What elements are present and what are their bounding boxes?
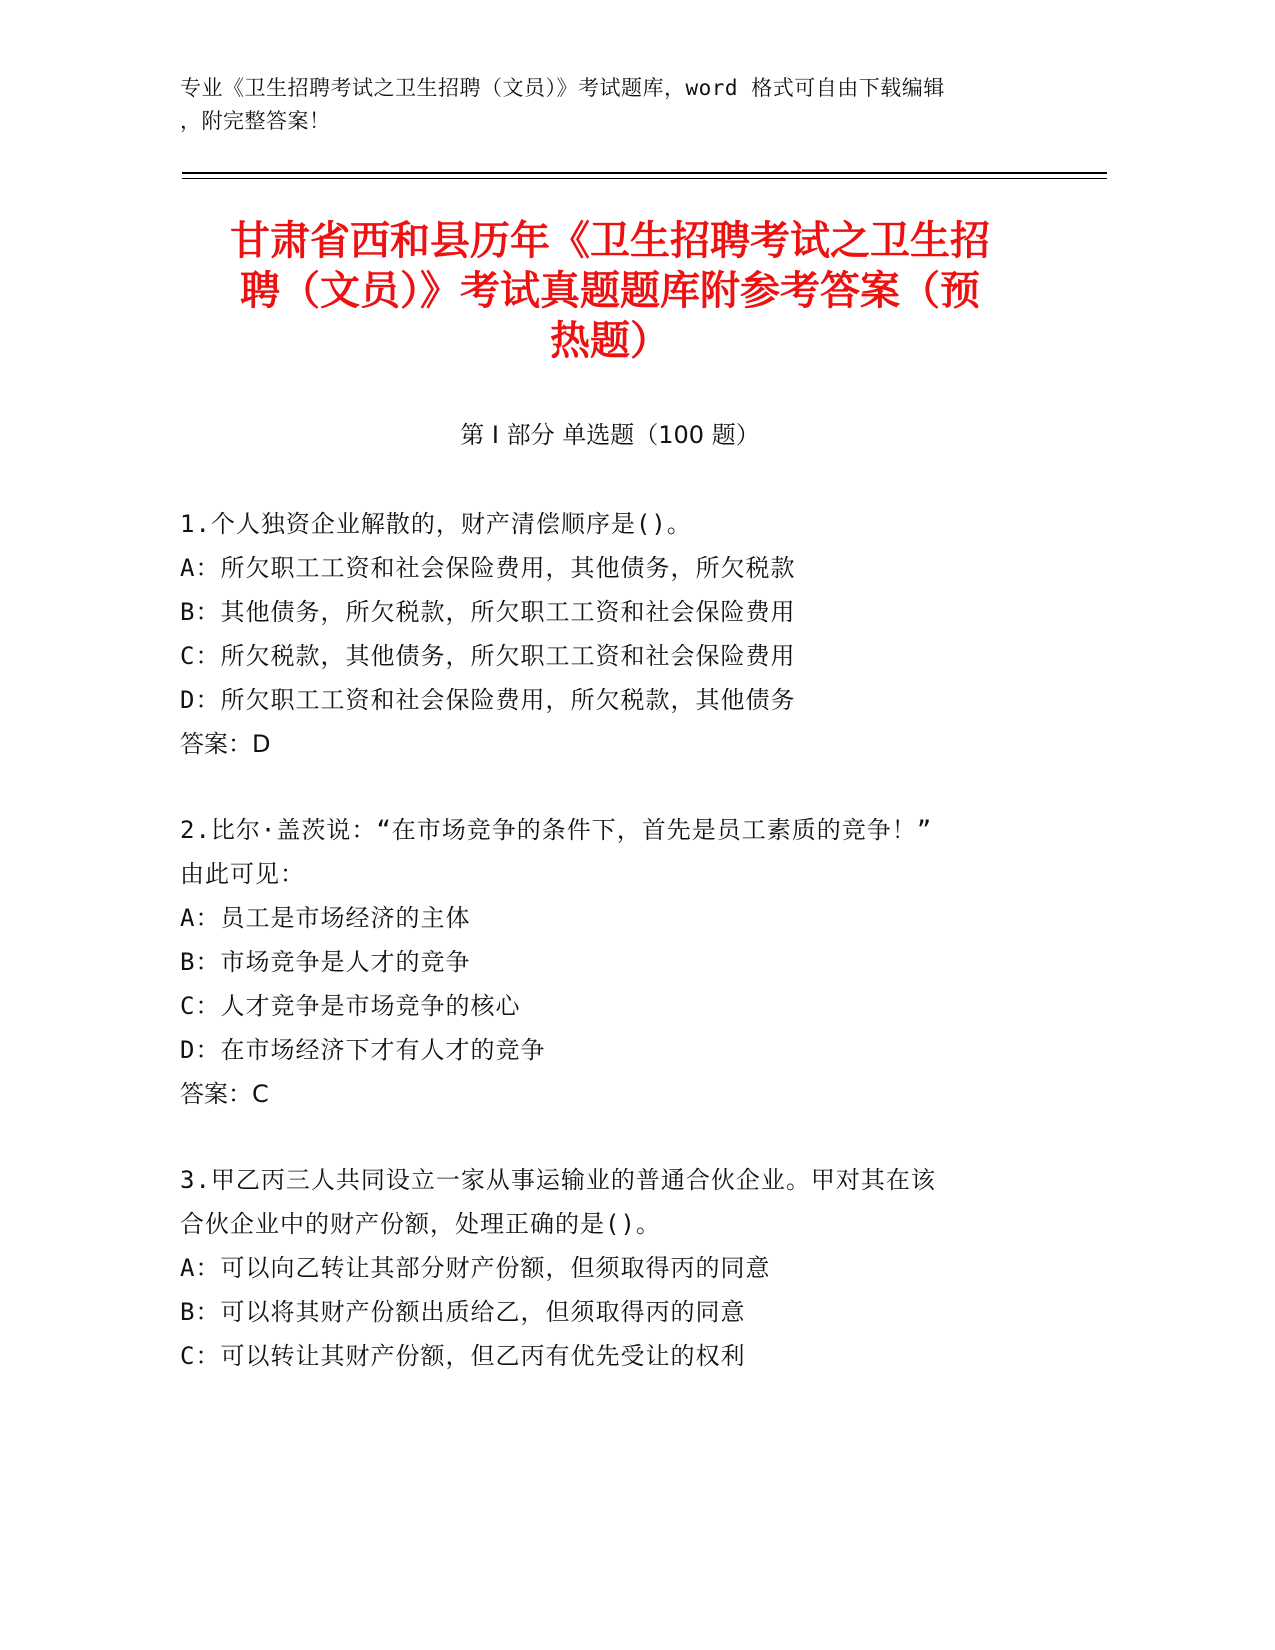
option-d: D：所欠职工工资和社会保险费用，所欠税款，其他债务 (180, 686, 796, 714)
question-stem-continued: 由此可见： (180, 860, 305, 888)
header-note (180, 72, 1040, 138)
option-b: B：可以将其财产份额出质给乙，但须取得丙的同意 (180, 1298, 746, 1326)
option-a: A：员工是市场经济的主体 (180, 904, 471, 932)
document-title (185, 216, 1035, 366)
question-stem: 3.甲乙丙三人共同设立一家从事运输业的普通合伙企业。甲对其在该 (180, 1166, 936, 1194)
question-list (180, 502, 1040, 1420)
option-d: D：在市场经济下才有人才的竞争 (180, 1036, 546, 1064)
question-stem: 1.个人独资企业解散的，财产清偿顺序是()。 (180, 510, 692, 538)
option-b: B：市场竞争是人才的竞争 (180, 948, 471, 976)
header-divider (182, 172, 1107, 174)
document-title-line: 聘（文员）》考试真题题库附参考答案（预 (240, 268, 980, 314)
header-note-line: ，附完整答案！ (180, 109, 331, 133)
option-c: C：可以转让其财产份额，但乙丙有优先受让的权利 (180, 1342, 746, 1370)
question-stem-continued: 合伙企业中的财产份额，处理正确的是()。 (180, 1210, 661, 1238)
question-item (180, 502, 1040, 766)
section-heading: 第 I 部分 单选题（100 题） (460, 421, 760, 449)
question-stem: 2.比尔·盖茨说：“在市场竞争的条件下，首先是员工素质的竞争！” (180, 816, 933, 844)
answer: 答案：D (180, 730, 271, 758)
option-c: C：人才竞争是市场竞争的核心 (180, 992, 521, 1020)
question-item (180, 808, 1040, 1116)
option-a: A：所欠职工工资和社会保险费用，其他债务，所欠税款 (180, 554, 796, 582)
option-b: B：其他债务，所欠税款，所欠职工工资和社会保险费用 (180, 598, 796, 626)
option-a: A：可以向乙转让其部分财产份额，但须取得丙的同意 (180, 1254, 771, 1282)
option-c: C：所欠税款，其他债务，所欠职工工资和社会保险费用 (180, 642, 796, 670)
answer: 答案：C (180, 1080, 269, 1108)
document-title-line: 甘肃省西和县历年《卫生招聘考试之卫生招 (230, 218, 990, 264)
header-note-line: 专业《卫生招聘考试之卫生招聘（文员）》考试题库，word 格式可自由下载编辑 (180, 76, 945, 100)
header-divider-thin (182, 178, 1107, 179)
document-title-line: 热题） (550, 318, 670, 364)
question-item (180, 1158, 1040, 1378)
